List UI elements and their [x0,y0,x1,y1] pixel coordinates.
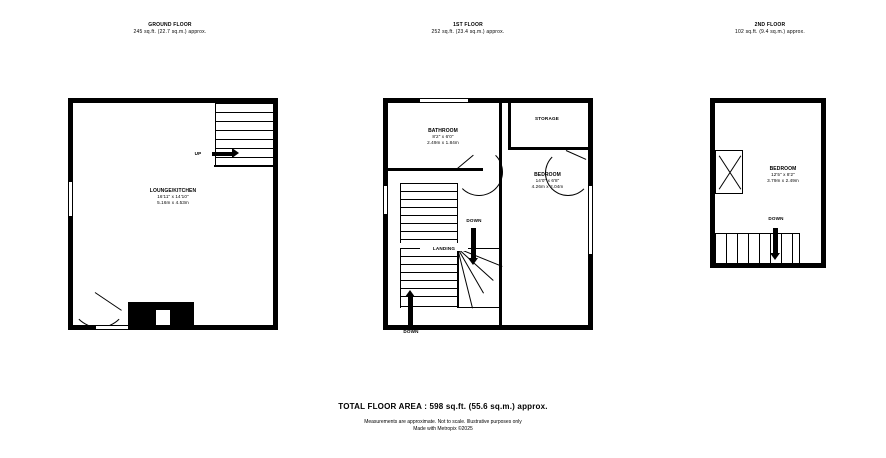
footer-total-area-row [0,402,886,411]
ground-floor-up-arrow [212,148,242,160]
first-floor-wall-top [383,98,593,103]
room-dim-imperial-bathroom: 8'2" x 6'0" [432,134,454,140]
ground-floor-door-opening [96,325,128,330]
room-dim-metric-lounge-kitchen: 5.16m x 4.53m [157,200,189,206]
first-floor-area: 252 sq.ft. (23.4 sq.m.) approx. [431,29,505,35]
disclaimer-line-2: Made with Metropix ©2025 [413,426,473,432]
room-name-lounge-kitchen: LOUNGE/KITCHEN [149,188,197,194]
second-floor-staircase [715,233,800,263]
second-floor-area: 102 sq.ft. (9.4 sq.m.) approx. [735,29,805,35]
room-name-bathroom: BATHROOM [428,128,458,134]
first-floor-name: 1ST FLOOR [453,22,483,28]
room-label-bedroom-first [505,172,590,191]
kitchen-unit-left [128,302,156,325]
room-dim-metric-bathroom: 2.49m x 1.84m [427,140,459,146]
ground-floor-wall-right [273,98,278,330]
first-floor-down-label-mid: DOWN [466,218,482,223]
ground-floor-name: GROUND FLOOR [148,22,192,28]
second-floor-eaves-cupboard [715,150,743,194]
first-floor-up-arrow-bottom [405,290,417,328]
first-floor-storage-wall-left [508,103,511,149]
second-floor-down-label: DOWN [768,216,784,221]
ground-floor-entrance-door-arc [70,270,128,328]
room-dim-metric-bedroom-first: 4.26m x 2.04m [531,184,564,190]
room-label-lounge-kitchen [103,188,243,207]
first-floor-window-top [420,98,468,103]
second-floor-down-arrow [770,228,782,262]
second-floor-title [680,22,860,36]
first-floor-title [378,22,558,36]
first-floor-landing-label: LANDING [420,246,468,251]
room-dim-imperial-lounge-kitchen: 16'11" x 14'10" [157,194,189,200]
first-floor-window-right [588,186,593,254]
disclaimer-line-1: Measurements are approximate. Not to scale. Illustrative purposes only [364,419,522,425]
first-floor-down-arrow-mid [468,228,480,268]
ground-floor-stair-wall [214,165,274,167]
kitchen-unit-mid [156,302,170,310]
first-floor-window-left [383,186,388,214]
kitchen-unit-right [170,302,194,325]
first-floor-wall-left [383,98,388,330]
room-dim-imperial-bedroom-first: 14'0" x 6'8" [535,178,560,184]
second-floor-wall-top [710,98,826,103]
ground-floor-up-label: UP [194,151,202,156]
total-floor-area: TOTAL FLOOR AREA : 598 sq.ft. (55.6 sq.m.) approx. [338,402,548,411]
room-label-bathroom [398,128,488,147]
room-name-bedroom-first: BEDROOM [534,172,561,178]
ground-floor-area: 245 sq.ft. (22.7 sq.m.) approx. [133,29,207,35]
room-dim-metric-bedroom-second: 3.79m x 2.49m [767,178,799,184]
first-floor-bathroom-door-arc [455,148,503,196]
ground-floor-window-left [68,182,73,216]
first-floor-staircase-upper [400,183,458,243]
room-label-bedroom-second [742,166,824,185]
room-name-storage: STORAGE [534,116,560,121]
ground-floor-title [80,22,260,36]
first-floor-down-label-bottom: DOWN [403,329,419,334]
room-dim-imperial-bedroom-second: 12'5" x 8'2" [771,172,795,178]
second-floor-name: 2ND FLOOR [754,22,786,28]
footer-disclaimer [0,416,886,433]
room-name-bedroom-second: BEDROOM [769,166,797,172]
first-floor-bedroom-wall-top [508,147,590,150]
second-floor-wall-bottom [710,263,826,268]
